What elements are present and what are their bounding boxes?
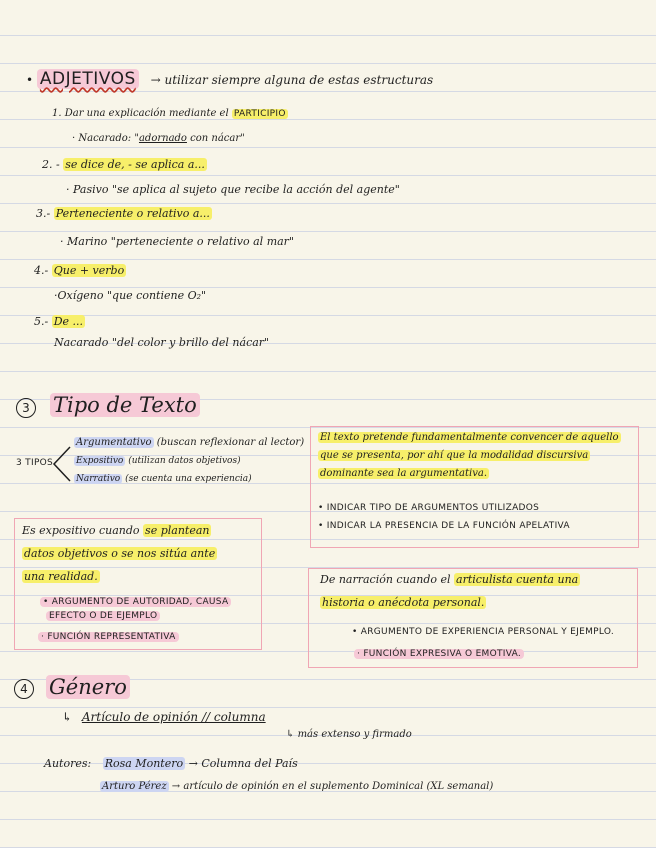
section-number-3: 3 <box>16 398 36 418</box>
argumentativo-box-line-1: El texto pretende fundamentalmente convencer de aquello <box>320 432 619 443</box>
tipo-texto-title: Tipo de Texto <box>50 394 200 417</box>
expositivo-box-line-2: datos objetivos o se nos sitúa ante <box>24 547 216 560</box>
narracion-bullet-2: · FUNCIÓN EXPRESIVA O EMOTIVA. <box>354 650 524 660</box>
argumentativo-box-line-2: que se presenta, por ahí que la modalidad discursiva <box>320 450 589 461</box>
argumentativo-box-line-3: dominante sea la argumentativa. <box>320 468 488 479</box>
autor-2: Arturo Pérez → artículo de opinión en el suplemento Dominical (XL semanal) <box>102 781 494 792</box>
adjetivos-title: ADJETIVOS <box>37 69 139 89</box>
expositivo-box-line-1: Es expositivo cuando se plantean <box>22 524 210 537</box>
arrow-icon: → <box>171 781 181 792</box>
expositivo-bullet-1b: EFECTO O DE EJEMPLO <box>46 612 160 622</box>
adjetivos-heading <box>26 70 433 89</box>
return-arrow-icon: ↳ <box>286 729 295 740</box>
adjetivos-item-4: 4.- Que + verbo <box>34 264 125 277</box>
genero-title: Género <box>46 676 130 699</box>
expositivo-box-line-3: una realidad. <box>24 570 98 583</box>
adjetivos-item-5-example: Nacarado "del color y brillo del nácar" <box>54 336 270 349</box>
adjetivos-item-3-example: · Marino "perteneciente o relativo al mar" <box>60 235 295 248</box>
adjetivos-intro: utilizar siempre alguna de estas estructuras <box>164 73 434 87</box>
narracion-box-line-2: historia o anécdota personal. <box>322 596 485 609</box>
arrow-icon: → <box>188 757 198 770</box>
narracion-box-line-1: De narración cuando el articulista cuenta una <box>320 573 579 586</box>
argumentativo-bullet-1: • INDICAR TIPO DE ARGUMENTOS UTILIZADOS <box>318 503 540 513</box>
arrow-icon: → <box>150 73 161 87</box>
participio-highlight: PARTICIPIO <box>233 109 286 119</box>
adjetivos-item-1: 1. Dar una explicación mediante el PARTICIPIO <box>52 108 286 119</box>
expositivo-bullet-2: · FUNCIÓN REPRESENTATIVA <box>38 633 179 643</box>
tipo-narrativo: Narrativo (se cuenta una experiencia) <box>76 474 252 484</box>
expositivo-bullet-1: • ARGUMENTO DE AUTORIDAD, CAUSA <box>40 598 231 608</box>
expositivo-box <box>14 518 262 650</box>
tipo-expositivo: Expositivo (utilizan datos objetivos) <box>76 456 241 466</box>
genero-item: ↳ Artículo de opinión // columna <box>62 710 266 724</box>
adornado-underlined: adornado <box>138 133 187 144</box>
genero-sub-note: ↳ más extenso y firmado <box>286 729 412 740</box>
autor-1: Autores: Rosa Montero → Columna del País <box>44 757 298 770</box>
adjetivos-item-4-example: ·Oxígeno "que contiene O₂" <box>54 289 207 302</box>
argumentativo-bullet-2: • INDICAR LA PRESENCIA DE LA FUNCIÓN APELATIVA <box>318 521 570 531</box>
adjetivos-item-5: 5.- De ... <box>34 315 84 328</box>
section-number-4: 4 <box>14 679 34 699</box>
adjetivos-item-1-example: · Nacarado: "adornado con nácar" <box>72 133 245 144</box>
adjetivos-item-3: 3.- Perteneciente o relativo a... <box>36 207 210 220</box>
bullet: • <box>26 73 34 87</box>
tres-tipos-label: 3 TIPOS <box>16 458 54 468</box>
tipo-argumentativo: Argumentativo (buscan reflexionar al lector) <box>76 437 305 448</box>
brace-icon <box>48 444 74 484</box>
narracion-bullet-1: • ARGUMENTO DE EXPERIENCIA PERSONAL Y EJEMPLO. <box>352 627 615 637</box>
return-arrow-icon: ↳ <box>62 710 73 724</box>
adjetivos-item-2: 2. - se dice de, - se aplica a... <box>42 158 205 171</box>
adjetivos-item-2-example: · Pasivo "se aplica al sujeto que recibe la acción del agente" <box>66 183 400 196</box>
